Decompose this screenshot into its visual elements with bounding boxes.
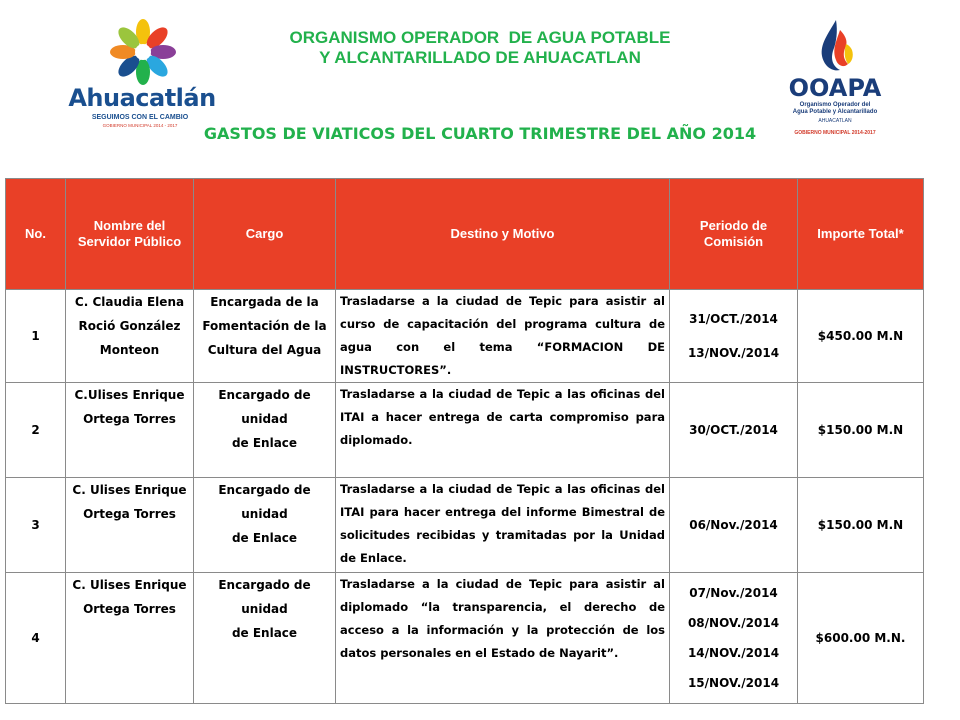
cell-cargo (194, 290, 336, 383)
nombre-line: C.Ulises Enrique (74, 388, 185, 402)
cargo-line: Encargado de unidad (218, 483, 311, 521)
report-title: GASTOS DE VIATICOS DEL CUARTO TRIMESTRE DEL AÑO 2014 (203, 124, 757, 143)
organization-title (210, 28, 750, 68)
cell-nombre (66, 478, 194, 573)
table-row (6, 383, 924, 478)
cargo-line: de Enlace (231, 531, 298, 545)
cargo-line: de Enlace (231, 626, 298, 640)
nombre-line: C. Ulises Enrique (72, 578, 187, 592)
nombre-line: C. Claudia Elena (74, 295, 185, 309)
ooapa-line1: Organismo Operador del (799, 102, 871, 108)
nombre-line: Roció González (78, 319, 181, 333)
ooapa-line3: AHUACATLAN (818, 118, 852, 124)
cell-nombre (66, 573, 194, 704)
organization-title-line1: ORGANISMO OPERADOR DE AGUA POTABLE (289, 28, 671, 47)
cell-periodo (670, 290, 798, 383)
periodo-date: 31/OCT./2014 (689, 312, 778, 326)
periodo-date: 15/NOV./2014 (687, 676, 780, 690)
cell-periodo (670, 383, 798, 478)
cell-no: 3 (6, 478, 66, 573)
cell-destino: Trasladarse a la ciudad de Tepic a las oficinas del ITAI para hacer entrega del informe Bimestral de solicitudes recibidas y tramitadas por la Unidad de Enlace. (336, 478, 670, 573)
cargo-line: Cultura del Agua (207, 343, 322, 357)
cargo-line: Fomentación de la (202, 319, 327, 333)
water-flame-icon (770, 18, 900, 76)
cell-periodo (670, 478, 798, 573)
cargo-line: de Enlace (231, 436, 298, 450)
periodo-date: 07/Nov./2014 (689, 586, 778, 600)
periodo-date: 13/NOV./2014 (687, 346, 780, 360)
cell-destino: Trasladarse a la ciudad de Tepic para asistir al curso de capacitación del programa cultura de agua con el tema “FORMACION DE INSTRUCTORES”. (336, 290, 670, 383)
cell-no: 1 (6, 290, 66, 383)
cell-destino: Trasladarse a la ciudad de Tepic para asistir al diplomado “la transparencia, el derecho de acceso a la información y la protección de los datos personales en el Estado de Nayarit”. (336, 573, 670, 704)
table-row (6, 573, 924, 704)
nombre-line: Ortega Torres (83, 412, 176, 426)
cell-importe: $600.00 M.N. (798, 573, 924, 704)
cell-cargo (194, 383, 336, 478)
nombre-line: C. Ulises Enrique (72, 483, 187, 497)
periodo-date: 30/OCT./2014 (689, 423, 778, 437)
cell-no: 2 (6, 383, 66, 478)
cargo-line: Encargado de unidad (218, 388, 311, 426)
logo-slogan: SEGUIMOS CON EL CAMBIO (91, 114, 189, 121)
nombre-line: Ortega Torres (83, 507, 176, 521)
col-header-periodo: Periodo de Comisión (670, 179, 798, 290)
cell-nombre (66, 383, 194, 478)
table-row (6, 290, 924, 383)
cell-destino: Trasladarse a la ciudad de Tepic a las oficinas del ITAI a hacer entrega de carta compromiso para diplomado. (336, 383, 670, 478)
table-row (6, 478, 924, 573)
table-header-row (6, 179, 924, 290)
periodo-date: 08/NOV./2014 (687, 616, 780, 630)
ooapa-line2: Agua Potable y Alcantarillado (792, 109, 878, 115)
flower-emblem-icon (55, 18, 225, 88)
nombre-line: Monteon (99, 343, 160, 357)
periodo-date: 14/NOV./2014 (687, 646, 780, 660)
ooapa-logo (770, 18, 900, 136)
organization-title-line2: Y ALCANTARILLADO DE AHUACATLAN (319, 48, 641, 67)
nombre-line: Ortega Torres (83, 602, 176, 616)
cargo-line: Encargada de la (210, 295, 319, 309)
ahuacatlan-logo (55, 18, 225, 128)
cell-importe: $450.00 M.N (798, 290, 924, 383)
col-header-importe: Importe Total* (798, 179, 924, 290)
cell-cargo (194, 478, 336, 573)
col-header-destino: Destino y Motivo (336, 179, 670, 290)
travel-expenses-table (5, 178, 924, 704)
col-header-nombre: Nombre del Servidor Público (66, 179, 194, 290)
ooapa-line4: GOBIERNO MUNICIPAL 2014-2017 (794, 130, 876, 136)
periodo-date: 06/Nov./2014 (689, 518, 778, 532)
cell-no: 4 (6, 573, 66, 704)
cell-importe: $150.00 M.N (798, 383, 924, 478)
cell-importe: $150.00 M.N (798, 478, 924, 573)
logo-brand-name: Ahuacatlán (68, 84, 216, 112)
col-header-cargo: Cargo (194, 179, 336, 290)
ooapa-acronym: OOAPA (788, 74, 882, 102)
logo-period: GOBIERNO MUNICIPAL 2014 - 2017 (102, 123, 178, 128)
col-header-no: No. (6, 179, 66, 290)
cell-nombre (66, 290, 194, 383)
cell-cargo (194, 573, 336, 704)
cargo-line: Encargado de unidad (218, 578, 311, 616)
cell-periodo (670, 573, 798, 704)
